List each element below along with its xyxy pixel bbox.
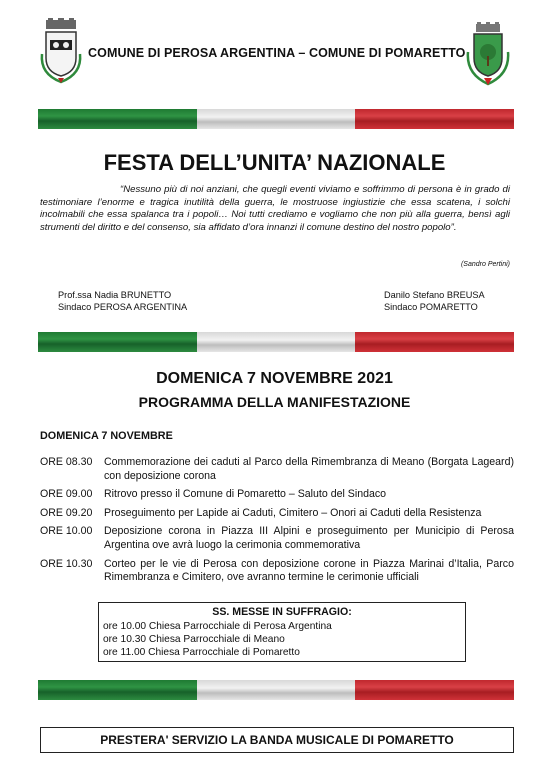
masses-title: SS. MESSE IN SUFFRAGIO: — [212, 606, 352, 618]
schedule-time: ORE 08.30 — [40, 456, 93, 468]
mass-item: ore 10.00 Chiesa Parrocchiale di Perosa Argentina — [103, 621, 332, 632]
event-date-title: DOMENICA 7 NOVEMBRE 2021 — [156, 370, 393, 387]
pomaretto-crest-icon — [462, 22, 514, 86]
signatory-name: Prof.ssa Nadia BRUNETTO — [58, 290, 172, 300]
signatory-role: Sindaco POMARETTO — [384, 301, 478, 312]
schedule-item — [40, 558, 514, 585]
schedule-item — [40, 525, 514, 552]
masses-box — [98, 602, 466, 662]
municipalities-title: COMUNE DI PEROSA ARGENTINA – COMUNE DI POMARETTO — [88, 46, 466, 60]
band-notice: PRESTERA' SERVIZIO LA BANDA MUSICALE DI POMARETTO — [40, 727, 514, 753]
schedule-description: Corteo per le vie di Perosa con deposizione corone in Piazza Marinai d’Italia, Parco Rimembranza e Cimitero, ove avranno termine le cerimonie ufficiali — [104, 557, 514, 584]
event-schedule — [40, 456, 514, 585]
mass-item: ore 11.00 Chiesa Parrocchiale di Pomaretto — [103, 646, 300, 658]
italian-flag-banner — [38, 680, 514, 700]
signatory-name: Danilo Stefano BREUSA — [384, 290, 485, 300]
italian-flag-banner — [38, 332, 514, 352]
schedule-description: Commemorazione dei caduti al Parco della Rimembranza di Meano (Borgata Lageard) con deposizione corona — [104, 456, 514, 482]
signatory-right — [384, 290, 485, 313]
mass-item: ore 10.30 Chiesa Parrocchiale di Meano — [103, 633, 285, 645]
pertini-quote: “Nessuno più di noi anziani, che quegli eventi viviamo e soffrimmo di persona è in grado di testimoniare l’enorme e tragica inutilità della guerra, le mostruose ingiustizie che essa scatena, i solchi incolmabili che essa spalanca tra i popoli… Noi tutti crediamo e vogliamo che non più alla guerra, bensì agli strumenti del diritto e del consenso, sia affidato d’ora innanzi il comune destino del nostro popolo”. — [40, 184, 510, 233]
schedule-time: ORE 09.00 — [40, 488, 93, 501]
page-header — [0, 0, 549, 100]
quote-author: (Sandro Pertini) — [460, 261, 510, 268]
schedule-description: Ritrovo presso il Comune di Pomaretto – Saluto del Sindaco — [104, 488, 387, 501]
perosa-argentina-crest-icon — [38, 18, 84, 84]
italian-flag-banner — [38, 109, 514, 129]
schedule-time: ORE 09.20 — [40, 506, 93, 519]
page-title: FESTA DELL’UNITA’ NAZIONALE — [103, 150, 446, 175]
schedule-item — [40, 488, 514, 502]
program-title: PROGRAMMA DELLA MANIFESTAZIONE — [138, 394, 411, 410]
schedule-time: ORE 10.30 — [40, 557, 93, 570]
schedule-description: Deposizione corona in Piazza III Alpini e proseguimento per Municipio di Perosa Argentina ove avrà luogo la cerimonia commemorativa — [104, 525, 514, 551]
schedule-description: Proseguimento per Lapide ai Caduti, Cimitero – Onori ai Caduti della Resistenza — [104, 506, 482, 519]
signatory-role: Sindaco PEROSA ARGENTINA — [58, 301, 188, 312]
signatory-left — [58, 290, 187, 313]
schedule-item — [40, 507, 514, 521]
day-label: DOMENICA 7 NOVEMBRE — [40, 430, 173, 442]
schedule-time: ORE 10.00 — [40, 525, 93, 538]
schedule-item — [40, 456, 514, 483]
